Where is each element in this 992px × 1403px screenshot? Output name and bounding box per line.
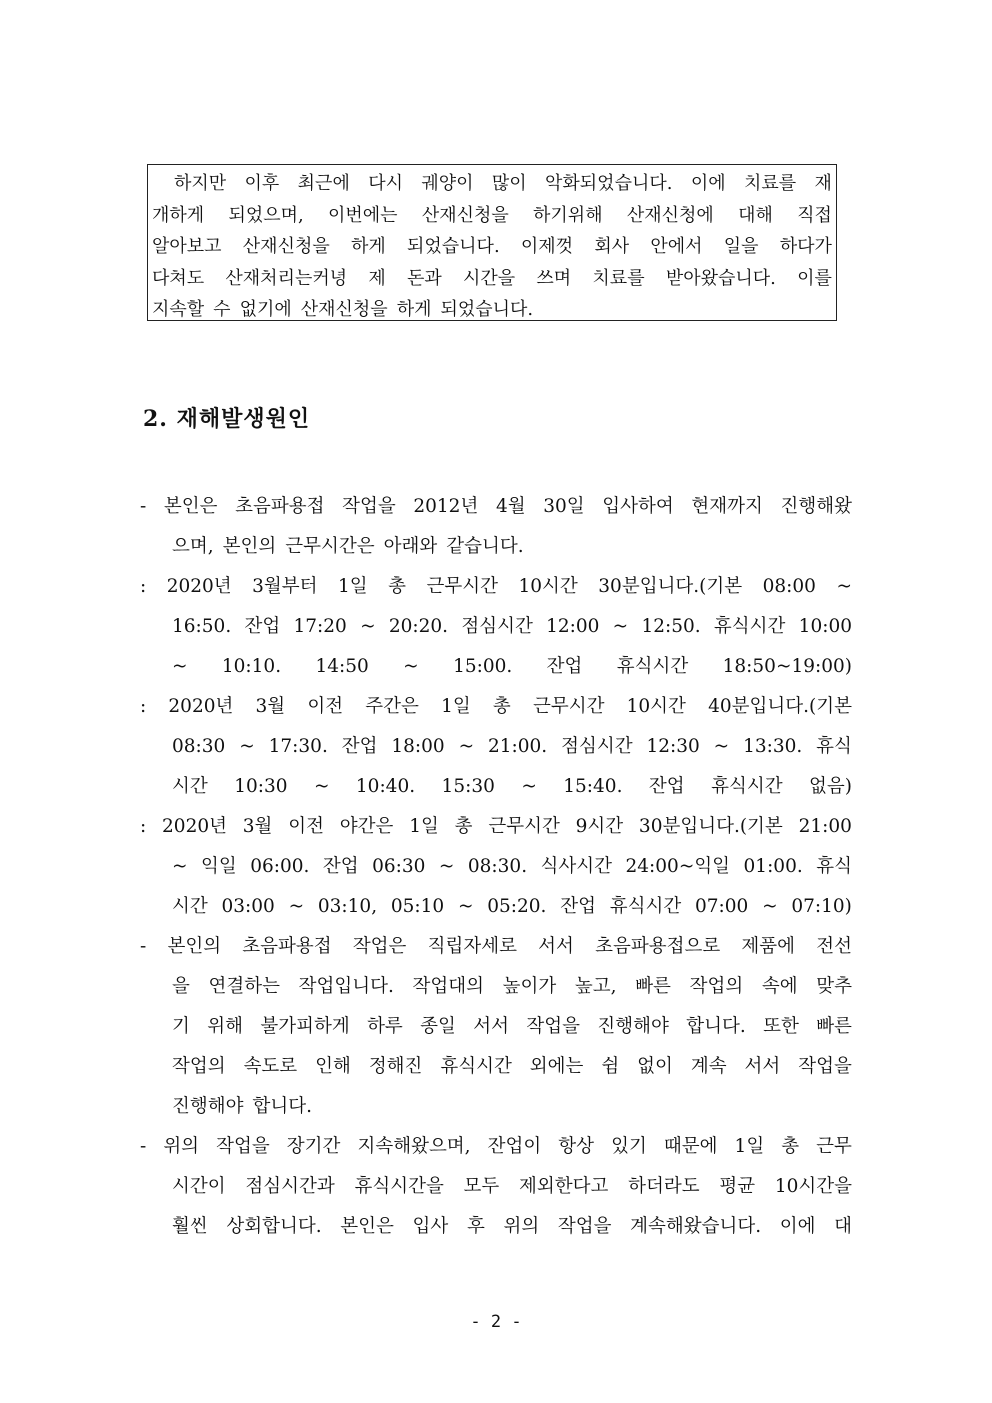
word: 하다가 bbox=[779, 236, 832, 257]
text-row: 기 위해 불가피하게 하루 종일 서서 작업을 진행해야 합니다. 또한 빠른 bbox=[172, 1016, 852, 1037]
word: 쓰며 bbox=[536, 267, 572, 289]
word: 되었습니다. bbox=[407, 236, 500, 257]
boxed-line bbox=[152, 200, 832, 232]
word: 하게 bbox=[396, 299, 432, 320]
word: 개하게 bbox=[152, 204, 205, 226]
word: 산재신청을 bbox=[421, 204, 509, 226]
text-row: - 본인은 초음파용접 작업을 2012년 4월 30일 입사하여 현재까지 진행해왔 bbox=[140, 496, 852, 517]
text-row: : 2020년 3월 이전 주간은 1일 총 근무시간 10시간 40분입니다.(기본 bbox=[140, 696, 852, 717]
word: 제 bbox=[368, 267, 386, 289]
text-row: 훨씬 상회합니다. 본인은 입사 후 위의 작업을 계속해왔습니다. 이에 대 bbox=[172, 1216, 852, 1237]
body-text bbox=[140, 487, 852, 1247]
word: 최근에 bbox=[297, 173, 350, 194]
page-number: - 2 - bbox=[470, 1312, 522, 1332]
word: 이에 bbox=[690, 173, 726, 194]
word: 산재처리는커녕 bbox=[225, 267, 348, 289]
text-row: 작업의 속도로 인해 정해진 휴식시간 외에는 쉼 없이 계속 서서 작업을 bbox=[172, 1056, 852, 1077]
word: 없기에 bbox=[239, 299, 292, 320]
section-heading: 2. 재해발생원인 bbox=[143, 406, 311, 432]
word: 일을 bbox=[723, 236, 759, 257]
text-row: ~ 익일 06:00. 잔업 06:30 ~ 08:30. 식사시간 24:00~익일 01:00. 휴식 bbox=[172, 856, 852, 877]
word: 하게 bbox=[350, 236, 386, 257]
word: 이후 bbox=[244, 173, 280, 194]
list-item bbox=[140, 687, 852, 807]
word: 시간을 bbox=[463, 267, 516, 289]
text-row: : 2020년 3월 이전 야간은 1일 총 근무시간 9시간 30분입니다.(기본 21:00 bbox=[140, 816, 852, 837]
word: 하기위해 bbox=[533, 204, 603, 226]
word: 산재신청을 bbox=[300, 299, 388, 320]
word: 회사 bbox=[594, 236, 630, 257]
word: 이번에는 bbox=[327, 204, 398, 226]
text-row: 시간 10:30 ~ 10:40. 15:30 ~ 15:40. 잔업 휴식시간 없음) bbox=[172, 776, 852, 797]
word: 산재신청에 bbox=[626, 204, 714, 226]
boxed-line bbox=[152, 294, 832, 326]
word: 알아보고 bbox=[152, 236, 222, 257]
text-row: - 본인의 초음파용접 작업은 직립자세로 서서 초음파용접으로 제품에 전선 bbox=[140, 936, 852, 957]
boxed-line bbox=[152, 231, 832, 263]
word: 많이 bbox=[491, 173, 527, 194]
word: 받아왔습니다. bbox=[665, 267, 776, 289]
word: 치료를 bbox=[592, 267, 645, 289]
word: 산재신청을 bbox=[242, 236, 330, 257]
list-item bbox=[140, 807, 852, 927]
word: 재 bbox=[814, 173, 832, 194]
boxed-paragraph bbox=[147, 164, 837, 321]
text-row: 16:50. 잔업 17:20 ~ 20:20. 점심시간 12:00 ~ 12:50. 휴식시간 10:00 bbox=[172, 616, 852, 637]
text-row: 으며, 본인의 근무시간은 아래와 같습니다. bbox=[172, 536, 524, 557]
text-row: 시간 03:00 ~ 03:10, 05:10 ~ 05:20. 잔업 휴식시간 07:00 ~ 07:10) bbox=[172, 896, 852, 917]
word: 하지만 bbox=[174, 173, 227, 194]
text-row: - 위의 작업을 장기간 지속해왔으며, 잔업이 항상 있기 때문에 1일 총 근무 bbox=[140, 1136, 852, 1157]
word: 다시 bbox=[368, 173, 403, 194]
word: 수 bbox=[213, 299, 231, 320]
text-row: ~ 10:10. 14:50 ~ 15:00. 잔업 휴식시간 18:50~19:00) bbox=[172, 656, 852, 677]
list-item bbox=[140, 487, 852, 567]
word: 악화되었습니다. bbox=[545, 173, 673, 194]
word: 직접 bbox=[797, 204, 832, 226]
word: 되었으며, bbox=[228, 204, 304, 226]
boxed-line bbox=[152, 168, 832, 200]
text-row: : 2020년 3월부터 1일 총 근무시간 10시간 30분입니다.(기본 08:00 ~ bbox=[140, 576, 852, 597]
text-row: 시간이 점심시간과 휴식시간을 모두 제외한다고 하더라도 평균 10시간을 bbox=[172, 1176, 852, 1197]
text-row: 을 연결하는 작업입니다. 작업대의 높이가 높고, 빠른 작업의 속에 맞추 bbox=[172, 976, 852, 997]
list-item bbox=[140, 567, 852, 687]
word: 되었습니다. bbox=[440, 299, 534, 320]
word: 대해 bbox=[738, 204, 773, 226]
word: 이를 bbox=[797, 267, 832, 289]
word: 궤양이 bbox=[421, 173, 474, 194]
word: 이제껏 bbox=[520, 236, 574, 257]
word: 안에서 bbox=[650, 236, 703, 257]
list-item bbox=[140, 1127, 852, 1247]
text-row: 진행해야 합니다. bbox=[172, 1096, 312, 1117]
word: 치료를 bbox=[743, 173, 797, 194]
list-item bbox=[140, 927, 852, 1127]
word: 지속할 bbox=[152, 299, 205, 320]
word: 다쳐도 bbox=[152, 267, 205, 289]
text-row: 08:30 ~ 17:30. 잔업 18:00 ~ 21:00. 점심시간 12:30 ~ 13:30. 휴식 bbox=[172, 736, 852, 757]
boxed-line bbox=[152, 263, 832, 295]
word: 돈과 bbox=[406, 267, 442, 289]
